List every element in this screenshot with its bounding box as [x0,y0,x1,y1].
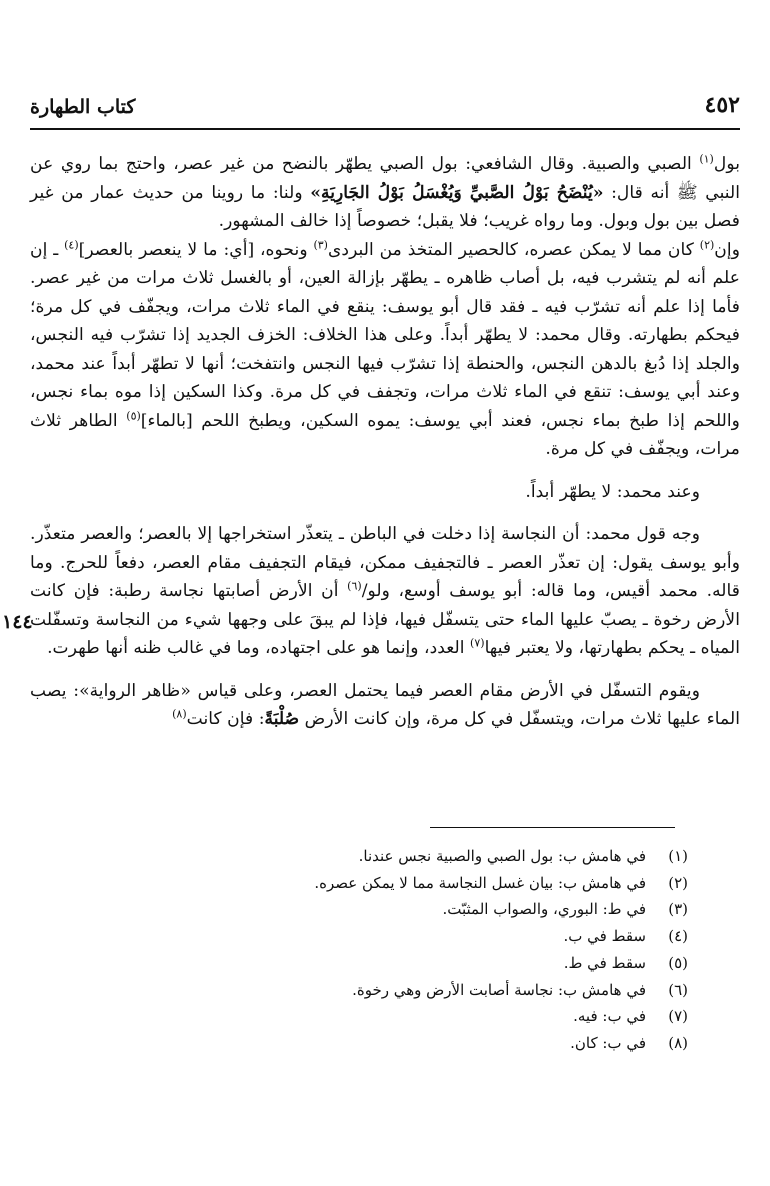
footnote-item [30,950,688,977]
footnote-item [30,870,688,897]
footnote-number: (٦) [668,980,688,999]
footnote-text: في هامش ب: بيان غسل النجاسة مما لا يمكن عصره. [314,873,646,892]
margin-page-marker: ١٤٤ [2,611,33,633]
paragraph-5: ويقوم التسفّل في الأرض مقام العصر فيما يحتمل العصر، وعلى قياس «ظاهر الرواية»: يصب الماء عليها ثلاث مرات، ويتسفّل في كل مرة، وإن كانت الأرض صُلْبَةً: فإن كانت$^{(٨)}$ [30,680,740,729]
footnote-item [30,1030,688,1057]
footnote-text: في ط: البوري، والصواب المثبّت. [442,900,646,919]
footnote-number: (١) [668,847,688,865]
footnote-item [30,896,688,923]
footnote-ref-2[interactable]: (٢) [699,237,715,251]
footnote-ref-5[interactable]: (٥) [126,408,141,422]
footnote-text: في ب: كان. [570,1033,646,1052]
footnote-text: في ب: فيه. [573,1007,646,1026]
footnote-item [30,843,688,870]
paragraph-3: وعند محمد: لا يطهّر أبداً. [525,481,700,502]
footnote-text: سقط في ب. [563,927,646,946]
footnote-text: في هامش ب: نجاسة أصابت الأرض وهي رخوة. [352,980,646,999]
page-header [30,88,740,130]
paragraph-4: وجه قول محمد: أن النجاسة إذا دخلت في الباطن ـ يتعذّر استخراجها إلا بالعصر؛ والعصر متعذّر. وأبو يوسف يقول: إن تعذّر العصر ـ فالتجفيف ممكن، فيقام التجفيف مقام العصر، دفعاً للحرج. وما قاله. محمد أقيس، وما قاله: أبو يوسف أوسع، ولو/$^{(٦)}$ أن الأرض أصابتها نجاسة رطبة: فإن كانت الأرض رخوة ـ يصبّ عليها الماء حتى يتسفّل فيها، فإذا لم يبقَ على وجهها شيء من النجاسة وتسفّلت المياه ـ يحكم بطهارتها، ولا يعتبر فيها$^{(٧)}$ العدد، وإنما هو على اجتهاده، وما في غالب ظنه أنها طهرت. [30,524,740,658]
footnote-number: (٢) [668,873,688,892]
footnote-ref-8[interactable]: (٨) [172,707,187,721]
footnote-item [30,977,688,1004]
footnote-number: (٣) [668,900,688,919]
bold-term: صُلْبَةً [264,709,300,729]
hadith-quote: «يُنْضَحُ بَوْلُ الصَّبيِّ وَيُغْسَلُ بَوْلُ الجَارِيَةِ» [310,182,604,203]
footnote-text: سقط في ط. [563,953,646,972]
footnote-item [30,923,688,950]
footnote-ref-6[interactable]: (٦) [347,579,362,593]
footnote-number: (٨) [668,1033,688,1052]
footnote-ref-7[interactable]: (٧) [470,636,485,650]
body-text [30,150,740,734]
footnote-divider [430,827,675,828]
footnote-item [30,1003,688,1030]
footnotes [30,843,688,1057]
footnote-ref-1[interactable]: (١) [699,152,714,166]
footnote-text: في هامش ب: بول الصبي والصبية نجس عندنا. [358,847,646,865]
footnote-ref-4[interactable]: (٤) [64,237,79,251]
footnote-number: (٧) [668,1007,688,1026]
running-title: كتاب الطهارة [30,96,136,118]
footnote-number: (٥) [668,953,688,972]
paragraph-1: بول$^{(١)}$ الصبي والصبية. وقال الشافعي: بول الصبي يطهّر بالنضح من غير عصر، واحتج بما روي عن النبي ﷺ أنه قال: «يُنْضَحُ بَوْلُ الصَّبيِّ وَيُغْسَلُ بَوْلُ الجَارِيَةِ» ولنا: ما روينا من حديث عمار من غير فصل بين بول وبول. وما رواه غريب؛ فلا يقبل؛ خصوصاً إذا خالف المشهور. [30,152,740,231]
paragraph-2: وإن$^{(٢)}$ كان مما لا يمكن عصره، كالحصير المتخذ من البردى$^{(٣)}$ ونحوه، [أي: ما لا ينعصر بالعصر]$^{(٤)}$ ـ إن علم أنه لم يتشرب فيه، بل أصاب ظاهره ـ يطهّر بإزالة العين، أو بالغسل ثلاث مرات من غير عصر. فأما إذا علم أنه تشرّب فيه ـ فقد قال أبو يوسف: ينقع في الماء ثلاث مرات، ويجفّف في كل مرة؛ فيحكم بطهارته. وقال محمد: لا يطهّر أبداً. وعلى هذا الخلاف: الخزف الجديد إذا تشرّب فيه النجس، والجلد إذا دُبغ بالدهن النجس، والحنطة إذا تشرّب فيها النجس وانتفخت؛ أنها لا تطهّر أبداً عند محمد، وعند أبي يوسف: تنقع في الماء ثلاث مرات، وتجفف في كل مرة. وكذا السكين إذا موه بماء نجس، واللحم إذا طبخ بماء نجس، فعند أبي يوسف: يموه السكين، ويطبخ اللحم [بالماء]$^{(٥)}$ الطاهر ثلاث مرات، ويجفّف في كل مرة. [30,237,740,459]
footnote-number: (٤) [668,927,688,946]
footnote-ref-3[interactable]: (٣) [313,237,328,251]
page-number: ٤٥٢ [704,92,740,118]
